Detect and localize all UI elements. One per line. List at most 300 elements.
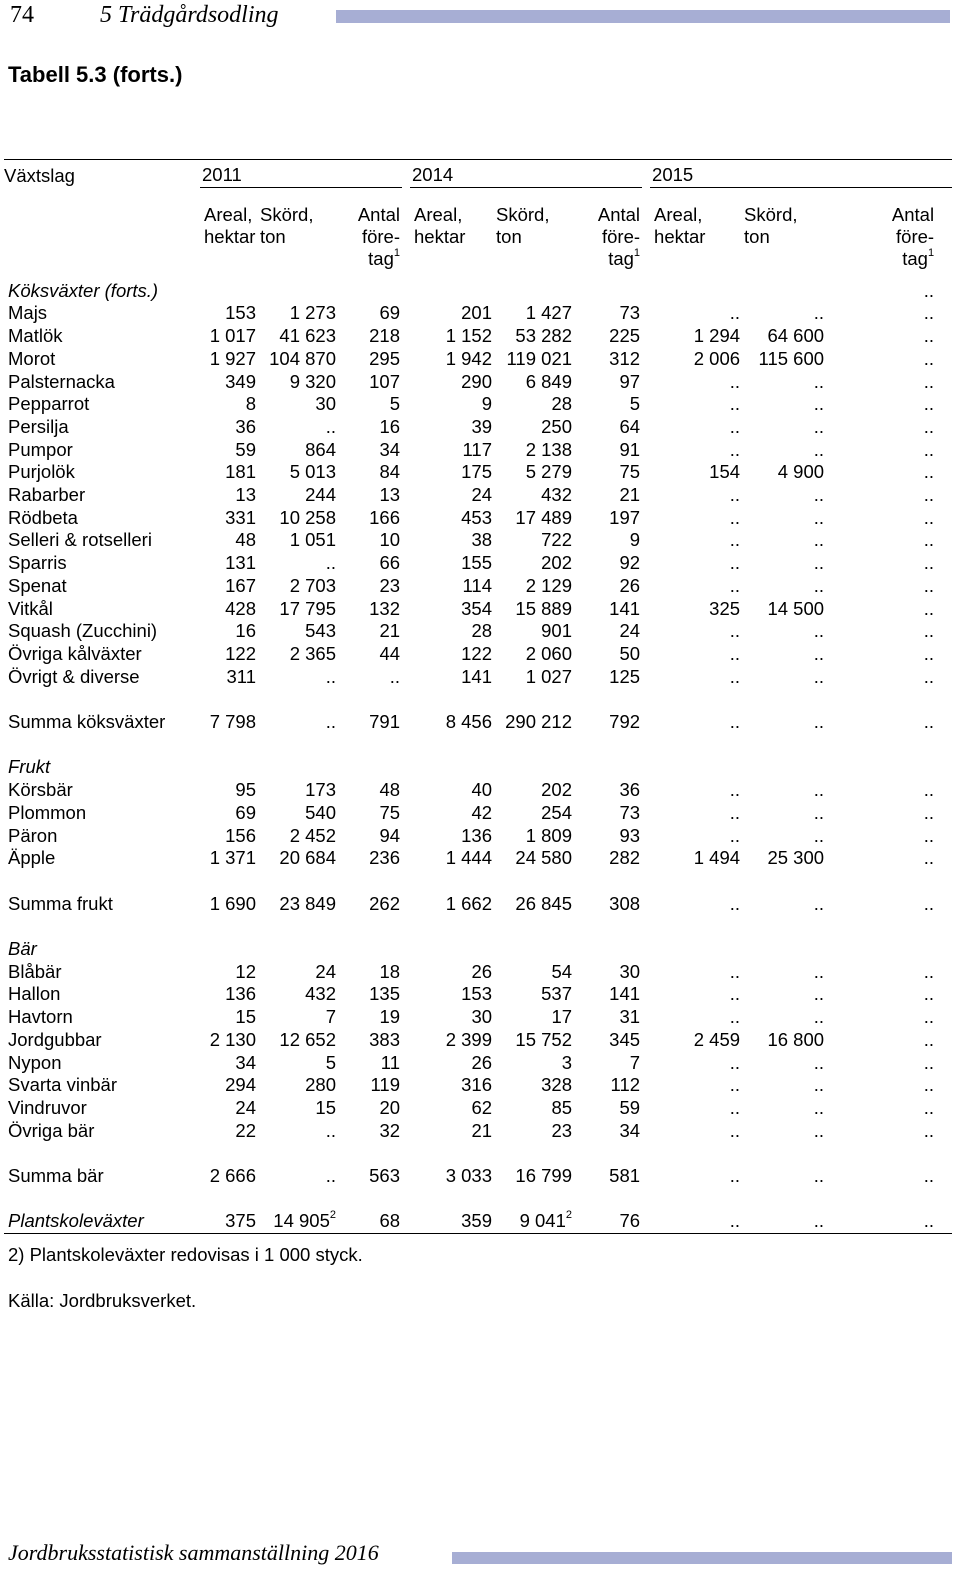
value: 21 bbox=[379, 620, 401, 642]
value-cell bbox=[410, 439, 492, 462]
value: .. bbox=[325, 1119, 336, 1141]
section-heading-row bbox=[4, 756, 952, 779]
value: 73 bbox=[619, 801, 641, 823]
value-cell bbox=[492, 620, 572, 643]
value-cell bbox=[492, 529, 572, 552]
value-cell bbox=[824, 779, 952, 802]
value-cell bbox=[410, 552, 492, 575]
value: 290 bbox=[461, 370, 493, 392]
value: 24 bbox=[471, 484, 493, 506]
value: 9 041 bbox=[519, 1210, 566, 1232]
spacer-row bbox=[4, 915, 952, 938]
value: 59 bbox=[619, 1096, 641, 1118]
label: Areal, bbox=[414, 203, 463, 225]
value-cell bbox=[492, 416, 572, 439]
value: 97 bbox=[619, 370, 641, 392]
label: tag bbox=[608, 247, 634, 269]
value-cell bbox=[824, 529, 952, 552]
value-cell bbox=[572, 302, 650, 325]
row-label: Rabarber bbox=[8, 484, 86, 506]
label: ton bbox=[744, 225, 770, 247]
value-cell bbox=[200, 416, 256, 439]
value: 1 942 bbox=[445, 347, 493, 369]
value-cell bbox=[200, 961, 256, 984]
value-cell bbox=[410, 529, 492, 552]
value-cell bbox=[256, 893, 336, 916]
value-cell bbox=[256, 484, 336, 507]
value: .. bbox=[923, 1074, 935, 1096]
value: 119 bbox=[370, 1074, 401, 1096]
value: .. bbox=[813, 801, 825, 823]
label: före- bbox=[601, 225, 641, 247]
value-cell bbox=[410, 507, 492, 530]
value-cell bbox=[572, 325, 650, 348]
table-row bbox=[4, 529, 952, 552]
value: 136 bbox=[225, 983, 256, 1005]
value-cell bbox=[200, 779, 256, 802]
value: .. bbox=[923, 484, 935, 506]
label: ton bbox=[496, 225, 522, 247]
value-cell bbox=[572, 1029, 650, 1052]
value-cell bbox=[740, 1006, 824, 1029]
value: 36 bbox=[619, 779, 641, 801]
value-cell bbox=[824, 1052, 952, 1075]
value-cell bbox=[650, 666, 740, 689]
value: 181 bbox=[225, 461, 256, 483]
table-row bbox=[4, 802, 952, 825]
value: .. bbox=[729, 552, 741, 574]
value-cell bbox=[824, 643, 952, 666]
value: 15 889 bbox=[515, 597, 573, 619]
value-cell bbox=[824, 711, 952, 734]
plantskole-row bbox=[4, 1210, 952, 1233]
value-cell bbox=[336, 575, 410, 598]
empty-cell bbox=[4, 188, 200, 270]
value: .. bbox=[923, 529, 935, 551]
value: .. bbox=[729, 1006, 741, 1028]
value-cell bbox=[740, 1210, 824, 1233]
value-cell bbox=[572, 371, 650, 394]
label: Skörd, bbox=[744, 203, 798, 225]
row-label: Morot bbox=[8, 347, 56, 369]
value: 9 bbox=[481, 393, 493, 415]
value: 294 bbox=[225, 1074, 256, 1096]
column-header-skord bbox=[492, 188, 572, 270]
footnote-ref: 2 bbox=[329, 1209, 336, 1222]
value-cell bbox=[410, 598, 492, 621]
value-cell bbox=[256, 529, 336, 552]
publication-title: Jordbruksstatistisk sammanställning 2016 bbox=[8, 1540, 379, 1565]
table-row bbox=[4, 416, 952, 439]
spacer bbox=[4, 915, 952, 938]
value: 1 051 bbox=[289, 529, 336, 551]
value-cell bbox=[740, 893, 824, 916]
value: 25 300 bbox=[767, 847, 825, 869]
value: 197 bbox=[609, 506, 641, 528]
value-cell bbox=[824, 825, 952, 848]
value-cell bbox=[200, 1097, 256, 1120]
value-cell bbox=[650, 461, 740, 484]
value-cell bbox=[650, 847, 740, 870]
value: .. bbox=[813, 574, 825, 596]
value: .. bbox=[729, 370, 741, 392]
row-label: Vitkål bbox=[8, 597, 53, 619]
value-cell bbox=[256, 1052, 336, 1075]
value: 201 bbox=[461, 302, 493, 324]
value-cell bbox=[200, 711, 256, 734]
value-cell bbox=[410, 1097, 492, 1120]
value-cell bbox=[200, 348, 256, 371]
value-cell bbox=[410, 802, 492, 825]
value: 153 bbox=[225, 302, 256, 324]
value: 135 bbox=[369, 983, 401, 1005]
value: 112 bbox=[610, 1074, 641, 1096]
value: 125 bbox=[609, 665, 641, 687]
value: .. bbox=[729, 529, 741, 551]
value: 537 bbox=[541, 983, 573, 1005]
label: hektar bbox=[414, 225, 466, 247]
value: 311 bbox=[226, 665, 256, 687]
value-cell bbox=[492, 484, 572, 507]
value: 38 bbox=[471, 529, 493, 551]
value-cell bbox=[256, 1165, 336, 1188]
value: 9 320 bbox=[289, 370, 336, 392]
value-cell bbox=[572, 393, 650, 416]
value: .. bbox=[729, 983, 741, 1005]
value-cell bbox=[410, 348, 492, 371]
value-cell bbox=[572, 529, 650, 552]
value-cell bbox=[824, 393, 952, 416]
value: .. bbox=[923, 1006, 935, 1028]
value: 41 623 bbox=[279, 325, 336, 347]
value-cell bbox=[650, 371, 740, 394]
source-note: Källa: Jordbruksverket. bbox=[8, 1290, 197, 1311]
value-cell bbox=[336, 1052, 410, 1075]
value: 3 033 bbox=[445, 1165, 493, 1187]
footnote-ref: 1 bbox=[393, 246, 401, 259]
value-cell bbox=[336, 779, 410, 802]
value-cell bbox=[740, 439, 824, 462]
value-cell bbox=[336, 598, 410, 621]
value: .. bbox=[923, 801, 935, 823]
value: 1 927 bbox=[209, 347, 256, 369]
value-cell bbox=[740, 302, 824, 325]
value: 132 bbox=[369, 597, 401, 619]
value-cell bbox=[410, 779, 492, 802]
value-cell bbox=[650, 802, 740, 825]
value: 131 bbox=[225, 552, 256, 574]
value-cell bbox=[492, 1097, 572, 1120]
value-cell bbox=[336, 893, 410, 916]
value-cell bbox=[256, 325, 336, 348]
value: 23 bbox=[379, 574, 401, 596]
value-cell bbox=[824, 1006, 952, 1029]
value: 141 bbox=[461, 665, 493, 687]
value: 331 bbox=[225, 506, 256, 528]
value: 722 bbox=[541, 529, 573, 551]
value-cell bbox=[256, 666, 336, 689]
row-label: Summa frukt bbox=[8, 892, 113, 914]
value: 1 444 bbox=[445, 847, 493, 869]
value-cell bbox=[336, 825, 410, 848]
value: 791 bbox=[369, 711, 401, 733]
value: 6 849 bbox=[525, 370, 573, 392]
table-row bbox=[4, 666, 952, 689]
value-cell bbox=[410, 620, 492, 643]
value: 24 bbox=[315, 960, 336, 982]
table-body bbox=[4, 160, 952, 1234]
label: tag bbox=[368, 247, 394, 269]
value: .. bbox=[389, 665, 401, 687]
value: 218 bbox=[369, 325, 401, 347]
value: .. bbox=[923, 711, 935, 733]
value-cell bbox=[492, 1006, 572, 1029]
label: ton bbox=[260, 225, 286, 247]
value: 2 365 bbox=[289, 642, 336, 664]
value: 325 bbox=[709, 597, 741, 619]
value: .. bbox=[729, 1119, 741, 1141]
value-cell bbox=[572, 1120, 650, 1143]
value: .. bbox=[813, 892, 825, 914]
value-cell bbox=[492, 893, 572, 916]
value: 864 bbox=[305, 438, 336, 460]
value-cell bbox=[650, 529, 740, 552]
value: 2 399 bbox=[445, 1028, 493, 1050]
value-cell bbox=[410, 666, 492, 689]
label: Antal bbox=[357, 203, 401, 225]
value-cell bbox=[492, 552, 572, 575]
value: .. bbox=[729, 484, 741, 506]
value-cell bbox=[824, 620, 952, 643]
table-row bbox=[4, 961, 952, 984]
value: 901 bbox=[541, 620, 573, 642]
row-label: Spenat bbox=[8, 574, 67, 596]
value: 2 459 bbox=[693, 1028, 741, 1050]
value-cell bbox=[740, 983, 824, 1006]
value-cell bbox=[824, 983, 952, 1006]
table-row bbox=[4, 552, 952, 575]
row-label: Övriga bär bbox=[8, 1119, 95, 1141]
value: 250 bbox=[541, 415, 573, 437]
value: 18 bbox=[379, 960, 401, 982]
value-cell bbox=[572, 825, 650, 848]
value-cell bbox=[572, 1210, 650, 1233]
value-cell bbox=[824, 961, 952, 984]
value-cell bbox=[256, 983, 336, 1006]
row-label: Rödbeta bbox=[8, 506, 78, 528]
value-cell bbox=[336, 371, 410, 394]
value: 48 bbox=[379, 779, 401, 801]
value: 76 bbox=[619, 1210, 641, 1232]
value: 2 130 bbox=[209, 1028, 256, 1050]
value-cell bbox=[336, 620, 410, 643]
value: 24 bbox=[619, 620, 641, 642]
value: .. bbox=[813, 711, 825, 733]
table-row bbox=[4, 575, 952, 598]
value-cell bbox=[572, 666, 650, 689]
value-cell bbox=[572, 461, 650, 484]
spacer-row bbox=[4, 1142, 952, 1165]
value-cell bbox=[824, 416, 952, 439]
value-cell bbox=[824, 325, 952, 348]
value-cell bbox=[410, 983, 492, 1006]
value-cell bbox=[740, 529, 824, 552]
table-row bbox=[4, 371, 952, 394]
table-row bbox=[4, 643, 952, 666]
value-cell bbox=[572, 598, 650, 621]
value-cell bbox=[256, 371, 336, 394]
value: 280 bbox=[305, 1074, 336, 1096]
value-cell bbox=[740, 825, 824, 848]
table-row bbox=[4, 393, 952, 416]
value: 59 bbox=[235, 438, 256, 460]
value: 84 bbox=[379, 461, 401, 483]
value: 20 684 bbox=[279, 847, 336, 869]
value-cell bbox=[336, 983, 410, 1006]
value: 2 703 bbox=[289, 574, 336, 596]
value-cell bbox=[650, 507, 740, 530]
year-2015: 2015 bbox=[650, 164, 952, 188]
value: .. bbox=[923, 325, 935, 347]
spacer-row bbox=[4, 870, 952, 893]
value: 24 bbox=[235, 1096, 256, 1118]
value: .. bbox=[923, 574, 935, 596]
value: 1 690 bbox=[209, 892, 256, 914]
value: .. bbox=[729, 801, 741, 823]
row-label: Övrigt & diverse bbox=[8, 665, 140, 687]
table-row bbox=[4, 825, 952, 848]
spacer bbox=[4, 734, 952, 757]
table-row bbox=[4, 439, 952, 462]
value-cell bbox=[650, 575, 740, 598]
value: 354 bbox=[461, 597, 493, 619]
value: .. bbox=[813, 1210, 825, 1232]
value-cell bbox=[572, 484, 650, 507]
value: 290 212 bbox=[505, 711, 573, 733]
value: 282 bbox=[609, 847, 641, 869]
value: .. bbox=[923, 779, 935, 801]
value: 141 bbox=[609, 983, 641, 1005]
value-cell bbox=[200, 575, 256, 598]
value-cell bbox=[650, 302, 740, 325]
value: 7 798 bbox=[209, 711, 256, 733]
value: 345 bbox=[609, 1028, 641, 1050]
value-cell bbox=[824, 507, 952, 530]
value: 17 795 bbox=[279, 597, 336, 619]
value: 64 bbox=[619, 415, 641, 437]
value: 166 bbox=[369, 506, 401, 528]
value-cell bbox=[410, 302, 492, 325]
value: .. bbox=[729, 415, 741, 437]
value: .. bbox=[813, 960, 825, 982]
value-cell bbox=[824, 439, 952, 462]
value-cell bbox=[824, 552, 952, 575]
row-label: Pumpor bbox=[8, 438, 73, 460]
value: 5 bbox=[325, 1051, 336, 1073]
table-row bbox=[4, 1052, 952, 1075]
value: 50 bbox=[619, 642, 641, 664]
value: .. bbox=[813, 620, 825, 642]
value-cell bbox=[740, 325, 824, 348]
value-cell bbox=[824, 1165, 952, 1188]
value: .. bbox=[813, 506, 825, 528]
label: Skörd, bbox=[260, 203, 314, 225]
column-header-skord bbox=[740, 188, 824, 270]
value: .. bbox=[923, 552, 935, 574]
value-cell bbox=[200, 393, 256, 416]
label: Skörd, bbox=[496, 203, 550, 225]
value: .. bbox=[923, 347, 935, 369]
value: .. bbox=[729, 438, 741, 460]
value-cell bbox=[572, 552, 650, 575]
row-label: Matlök bbox=[8, 325, 63, 347]
value-cell bbox=[256, 575, 336, 598]
value-cell bbox=[492, 393, 572, 416]
value-cell bbox=[650, 439, 740, 462]
value: .. bbox=[729, 779, 741, 801]
value-cell bbox=[256, 461, 336, 484]
year-2014: 2014 bbox=[410, 164, 642, 188]
value: 7 bbox=[629, 1051, 641, 1073]
value-cell bbox=[336, 1097, 410, 1120]
value: 175 bbox=[461, 461, 493, 483]
value: .. bbox=[729, 1051, 741, 1073]
value: .. bbox=[923, 1165, 935, 1187]
value-cell bbox=[410, 371, 492, 394]
value: 540 bbox=[305, 801, 336, 823]
value: .. bbox=[923, 597, 935, 619]
value-cell bbox=[410, 461, 492, 484]
value: 1 294 bbox=[693, 325, 741, 347]
table-row bbox=[4, 461, 952, 484]
value: .. bbox=[729, 1074, 741, 1096]
row-label: Havtorn bbox=[8, 1006, 73, 1028]
value: 85 bbox=[551, 1096, 573, 1118]
value-cell bbox=[200, 666, 256, 689]
value-cell bbox=[492, 802, 572, 825]
value: 19 bbox=[379, 1006, 401, 1028]
section-heading-trailing: .. bbox=[923, 279, 935, 301]
value-cell bbox=[256, 416, 336, 439]
value: 375 bbox=[225, 1210, 256, 1232]
value-cell bbox=[492, 371, 572, 394]
value-cell bbox=[200, 1074, 256, 1097]
section-heading-trailing bbox=[824, 938, 952, 961]
spacer bbox=[4, 1188, 952, 1211]
value-cell bbox=[650, 1029, 740, 1052]
value: .. bbox=[813, 552, 825, 574]
value: 16 bbox=[235, 620, 256, 642]
value-cell bbox=[256, 1029, 336, 1052]
value: .. bbox=[729, 892, 741, 914]
value: .. bbox=[729, 824, 741, 846]
value-cell bbox=[650, 711, 740, 734]
value: 16 799 bbox=[515, 1165, 573, 1187]
value: 1 017 bbox=[209, 325, 256, 347]
value-cell bbox=[200, 1052, 256, 1075]
value: .. bbox=[923, 438, 935, 460]
value-cell bbox=[256, 711, 336, 734]
spacer bbox=[4, 688, 952, 711]
value-cell bbox=[650, 643, 740, 666]
value-cell bbox=[256, 620, 336, 643]
value: 115 600 bbox=[758, 347, 825, 369]
value: 15 bbox=[315, 1096, 336, 1118]
value: .. bbox=[813, 370, 825, 392]
value-cell bbox=[492, 847, 572, 870]
row-label: Äpple bbox=[8, 847, 56, 869]
value: .. bbox=[813, 415, 825, 437]
